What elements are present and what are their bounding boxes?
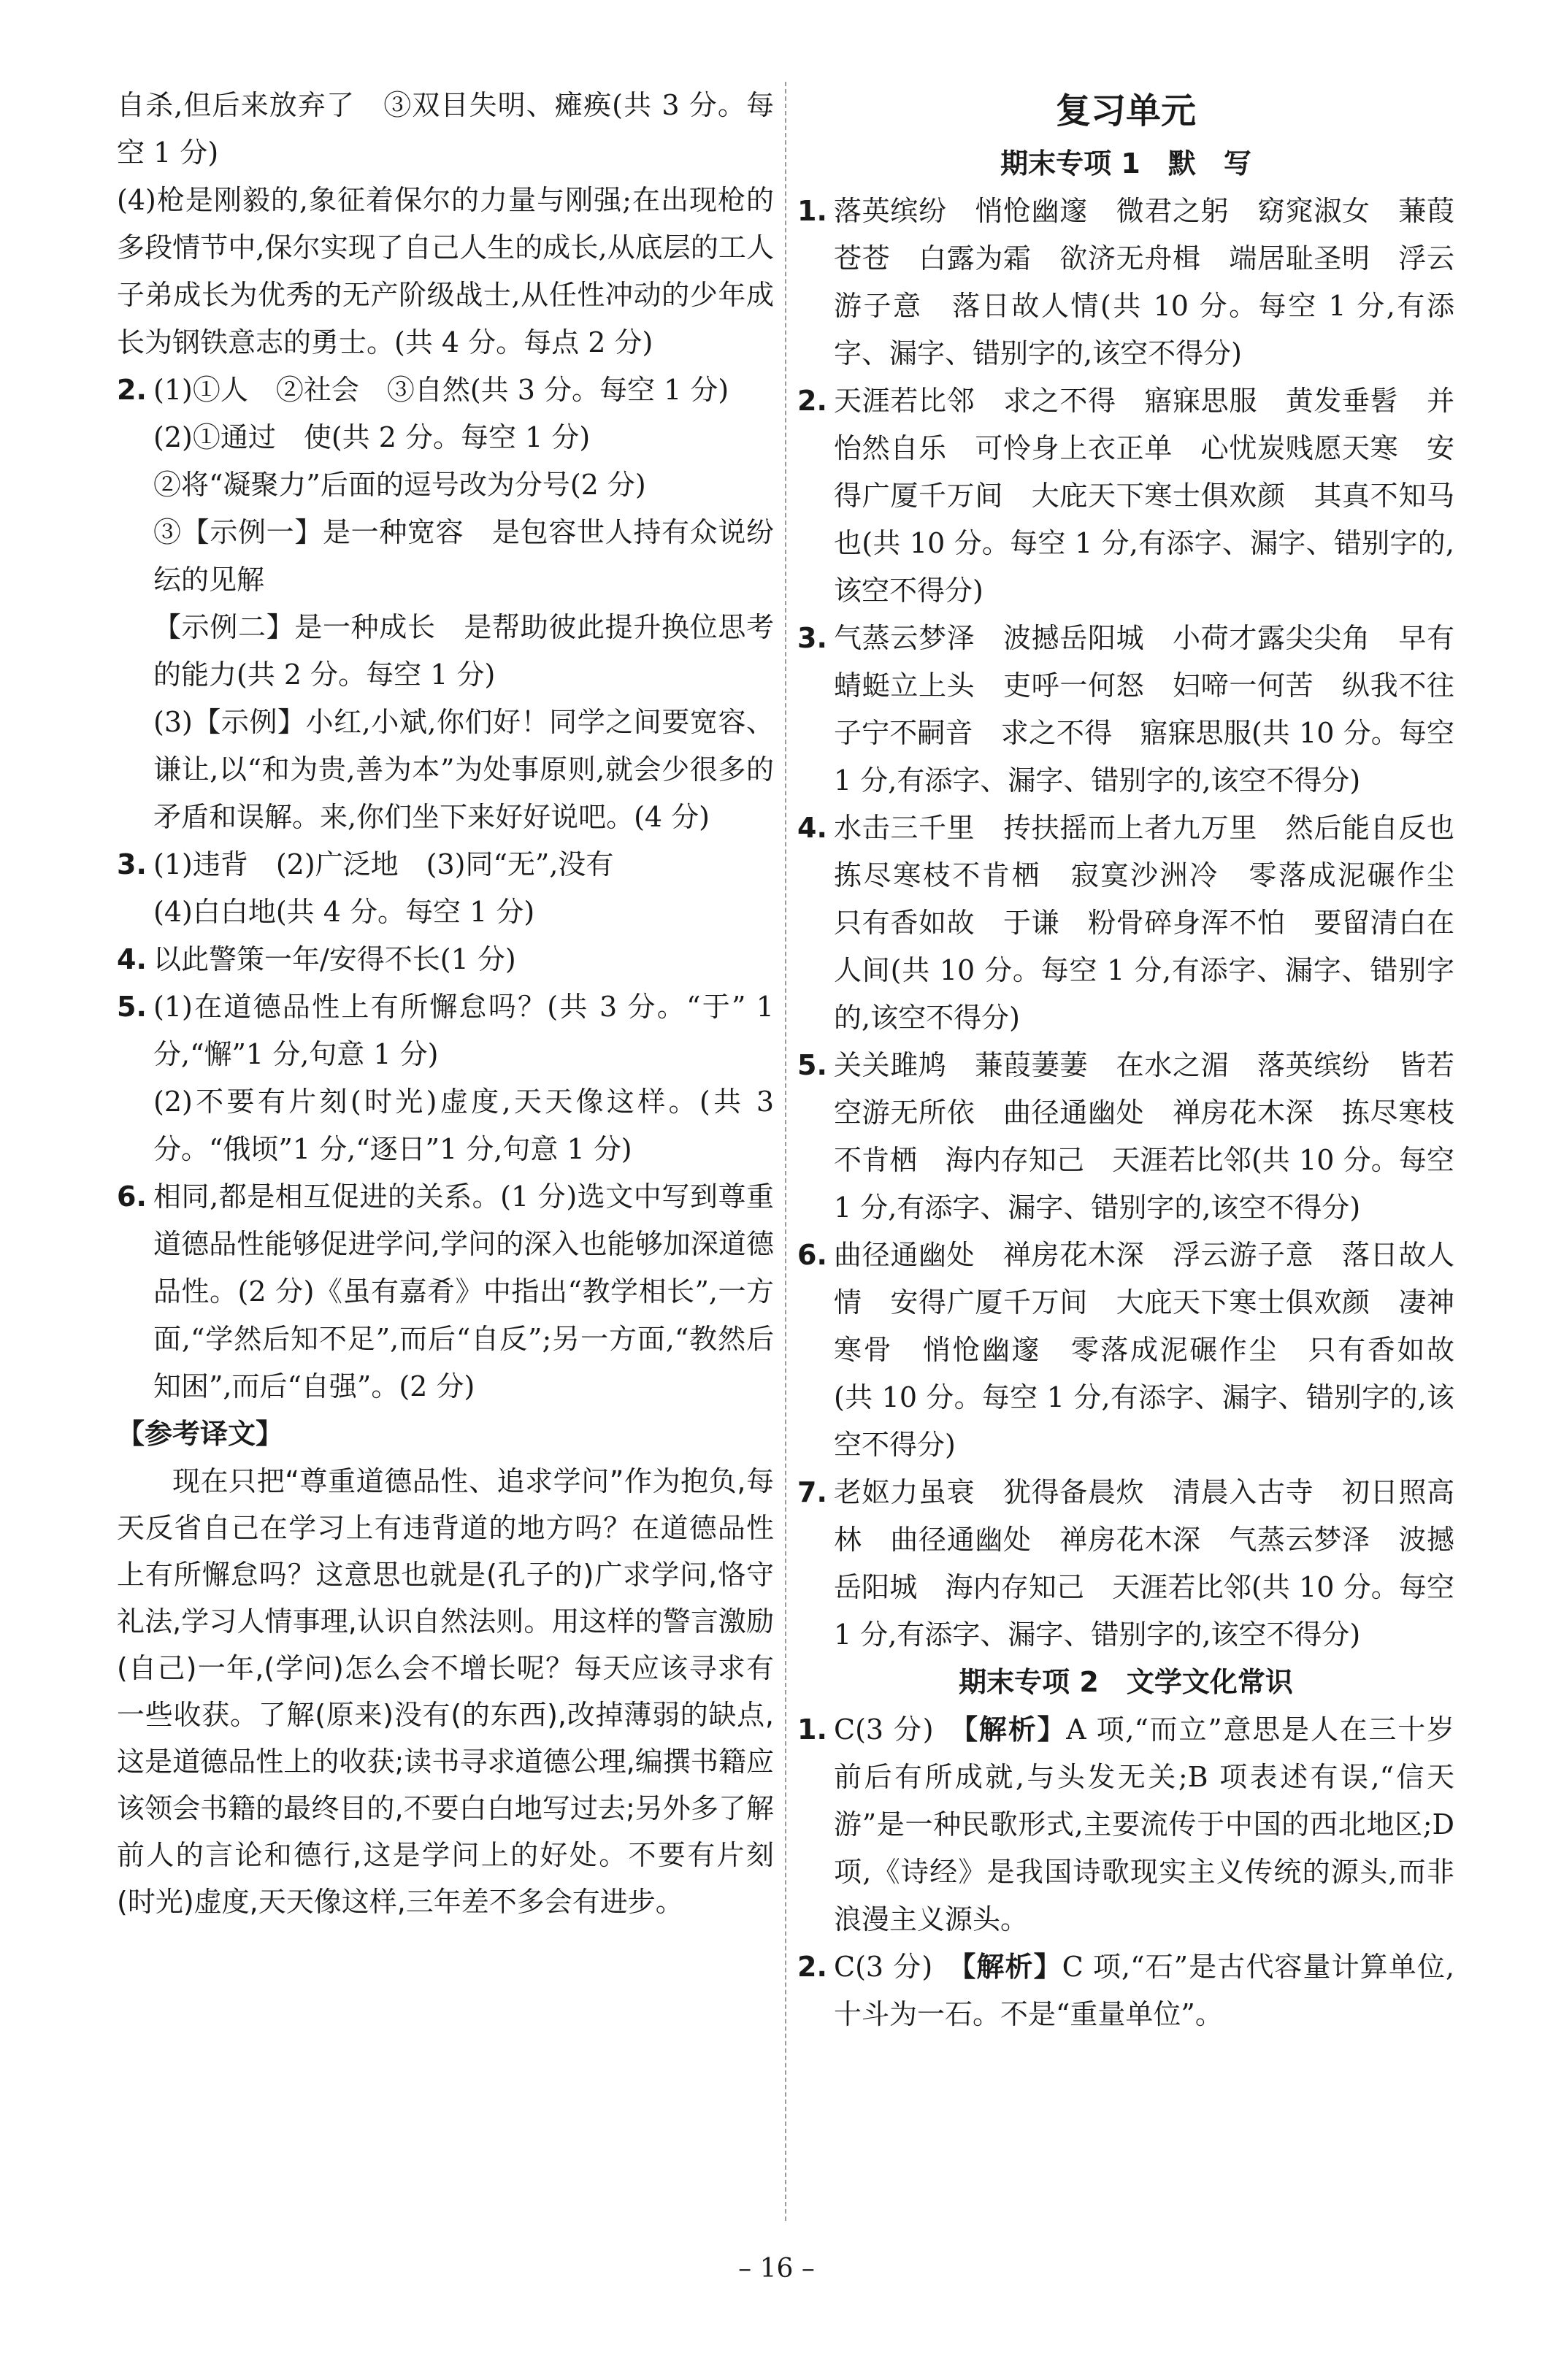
page-number: – 16 – xyxy=(738,2254,815,2284)
item-number: 1. xyxy=(797,1713,827,1746)
answer-item xyxy=(117,936,774,983)
answer-item xyxy=(117,983,774,1173)
answer-line: (4)白白地(共 4 分。每空 1 分) xyxy=(153,896,535,928)
answer-line: (3)【示例】小红,小斌,你们好！同学之间要宽容、谦让,以“和为贵,善为本”为处事原则,就会少很多的矛盾和误解。来,你们坐下来好好说吧。(4 分) xyxy=(153,706,774,833)
section-title: 复习单元 xyxy=(1055,91,1196,131)
translation-heading: 【参考译文】 xyxy=(117,1418,284,1450)
answer-item xyxy=(797,1469,1454,1659)
answer-text: 气蒸云梦泽 波撼岳阳城 小荷才露尖尖角 早有蜻蜓立上头 吏呼一何怒 妇啼一何苦 纵我不往 子宁不嗣音 求之不得 寤寐思服(共 10 分。每空 1 分,有添字、漏字、错别字的,该空不得分) xyxy=(834,622,1483,796)
answer-line: 以此警策一年/安得不长(1 分) xyxy=(153,943,516,975)
item-number: 2. xyxy=(797,1951,827,1983)
item-number: 7. xyxy=(797,1476,827,1508)
right-column xyxy=(797,82,1483,2038)
answer-item xyxy=(117,1173,774,1410)
item-number: 6. xyxy=(117,1181,147,1213)
item-number: 6. xyxy=(797,1239,827,1271)
answer-text: 曲径通幽处 禅房花木深 浮云游子意 落日故人情 安得广厦千万间 大庇天下寒士俱欢颜 凄神寒骨 悄怆幽邃 零落成泥碾作尘 只有香如故(共 10 分。每空 1 分,有添字、漏字、错别字的,该空不得分) xyxy=(834,1239,1454,1461)
answer-text xyxy=(834,1706,1454,1943)
subsection-title: 期末专项 2 文学文化常识 xyxy=(959,1666,1293,1698)
item-number: 2. xyxy=(117,374,147,406)
item-number: 5. xyxy=(117,991,147,1023)
answer-text: 水击三千里 抟扶摇而上者九万里 然后能自反也 拣尽寒枝不肯栖 寂寞沙洲冷 零落成泥碾作尘 只有香如故 于谦 粉骨碎身浑不怕 要留清白在人间(共 10 分。每空 1 分,有添字、漏字、错别字的,该空不得分) xyxy=(834,812,1483,1034)
column-divider xyxy=(785,82,786,2221)
answer-text: 落英缤纷 悄怆幽邃 微君之躬 窈窕淑女 蒹葭苍苍 白露为霜 欲济无舟楫 端居耻圣明 浮云游子意 落日故人情(共 10 分。每空 1 分,有添字、漏字、错别字的,该空不得分) xyxy=(834,195,1454,369)
item-number: 1. xyxy=(797,195,827,227)
left-column xyxy=(117,82,774,1925)
continuation-text: (4)枪是刚毅的,象征着保尔的力量与刚强;在出现枪的多段情节中,保尔实现了自己人生的成长,从底层的工人子弟成长为优秀的无产阶级战士,从任性冲动的少年成长为钢铁意志的勇士。(共 4 分。每点 2 分) xyxy=(117,184,774,358)
answer-item xyxy=(117,841,774,936)
item-number: 3. xyxy=(797,622,827,654)
answer-line: 相同,都是相互促进的关系。(1 分)选文中写到尊重道德品性能够促进学问,学问的深入也能够加深道德品性。(2 分)《虽有嘉肴》中指出“教学相长”,一方面,“学然后知不足”,而后“自反”;另一方面,“教然后知困”,而后“自强”。(2 分) xyxy=(153,1181,774,1402)
item-number: 3. xyxy=(117,848,147,880)
item-number: 5. xyxy=(797,1049,827,1081)
answer-line: (2)不要有片刻(时光)虚度,天天像这样。(共 3 分。“俄顷”1 分,“逐日”1 分,句意 1 分) xyxy=(153,1086,774,1165)
item-number: 2. xyxy=(797,385,827,417)
answer-line: 【示例二】是一种成长 是帮助彼此提升换位思考的能力(共 2 分。每空 1 分) xyxy=(153,611,774,691)
answer-item xyxy=(797,805,1483,1042)
analysis-tag: 【解析】 xyxy=(962,1951,1062,1983)
answer-choice: C(3 分) xyxy=(834,1951,933,1983)
analysis-text: A 项,“而立”意思是人在三十岁前后有所成就,与头发无关;B 项表述有误,“信天游”是一种民歌形式,主要流传于中国的西北地区;D 项,《诗经》是我国诗歌现实主义传统的源头,而非浪漫主义源头。 xyxy=(834,1713,1454,1935)
answer-line: (2)①通过 使(共 2 分。每空 1 分) xyxy=(153,421,591,453)
answer-text xyxy=(834,1943,1454,2038)
answer-choice: C(3 分) xyxy=(834,1713,934,1746)
analysis-text: C 项,“石”是古代容量计算单位,十斗为一石。不是“重量单位”。 xyxy=(834,1951,1454,2030)
answer-text: 天涯若比邻 求之不得 寤寐思服 黄发垂髫 并怡然自乐 可怜身上衣正单 心忧炭贱愿天寒 安得广厦千万间 大庇天下寒士俱欢颜 其真不知马也(共 10 分。每空 1 分,有添字、漏字、错别字的,该空不得分) xyxy=(834,385,1454,607)
continuation-text: 自杀,但后来放弃了 ③双目失明、瘫痪(共 3 分。每空 1 分) xyxy=(117,89,774,169)
answer-item xyxy=(117,366,774,841)
answer-line: ③【示例一】是一种宽容 是包容世人持有众说纷纭的见解 xyxy=(153,516,774,596)
analysis-tag: 【解析】 xyxy=(964,1713,1067,1746)
answer-line: (1)违背 (2)广泛地 (3)同“无”,没有 xyxy=(153,848,614,880)
subsection-title: 期末专项 1 默 写 xyxy=(1000,147,1251,180)
answer-item xyxy=(797,1943,1454,2038)
answer-line: (1)在道德品性上有所懈怠吗？(共 3 分。“于” 1 分,“懈”1 分,句意 1 分) xyxy=(153,991,774,1070)
answer-item xyxy=(797,615,1483,805)
answer-item xyxy=(797,1042,1454,1232)
answer-item xyxy=(797,188,1454,377)
translation-text: 现在只把“尊重道德品性、追求学问”作为抱负,每天反省自己在学习上有违背道的地方吗？在道德品性上有所懈怠吗？这意思也就是(孔子的)广求学问,恪守礼法,学习人情事理,认识自然法则。用这样的警言激励(自己)一年,(学问)怎么会不增长呢？每天应该寻求有一些收获。了解(原来)没有(的东西),改掉薄弱的缺点,这是道德品性上的收获;读书寻求道德公理,编撰书籍应该领会书籍的最终目的,不要白白地写过去;另外多了解前人的言论和德行,这是学问上的好处。不要有片刻(时光)虚度,天天像这样,三年差不多会有进步。 xyxy=(117,1465,774,1918)
answer-text: 老妪力虽衰 犹得备晨炊 清晨入古寺 初日照高林 曲径通幽处 禅房花木深 气蒸云梦泽 波撼岳阳城 海内存知己 天涯若比邻(共 10 分。每空 1 分,有添字、漏字、错别字的,该空不得分) xyxy=(834,1476,1454,1651)
item-number: 4. xyxy=(797,812,827,844)
answer-item xyxy=(797,1232,1454,1469)
answer-line: ②将“凝聚力”后面的逗号改为分号(2 分) xyxy=(153,469,646,501)
item-number: 4. xyxy=(117,943,147,975)
answer-text: 关关雎鸠 蒹葭萋萋 在水之湄 落英缤纷 皆若空游无所依 曲径通幽处 禅房花木深 拣尽寒枝不肯栖 海内存知己 天涯若比邻(共 10 分。每空 1 分,有添字、漏字、错别字的,该空不得分) xyxy=(834,1049,1454,1224)
answer-item xyxy=(797,1706,1454,1943)
answer-line: (1)①人 ②社会 ③自然(共 3 分。每空 1 分) xyxy=(153,374,729,406)
answer-item xyxy=(797,377,1454,615)
